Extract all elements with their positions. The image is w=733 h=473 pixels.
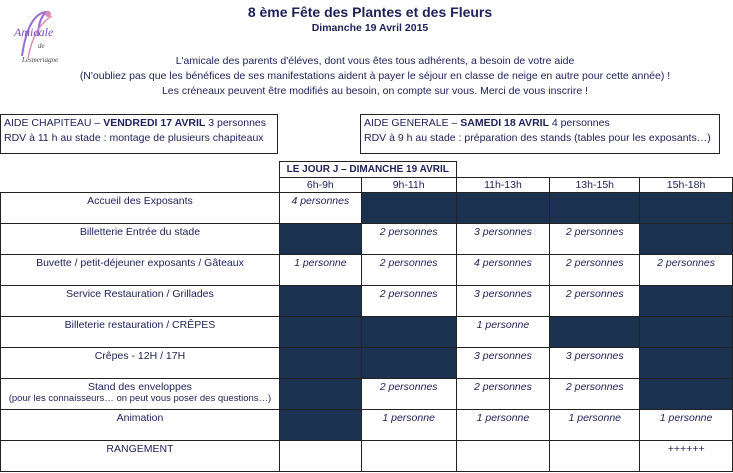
svg-text:Amicale: Amicale (14, 25, 54, 39)
schedule-row (1, 317, 733, 348)
slot-cell[interactable]: 1 personne (456, 317, 550, 348)
aide-chapiteau-box (0, 114, 278, 154)
slot-cell[interactable]: 1 personne (456, 410, 550, 441)
closed-slot-cell (361, 317, 456, 348)
slot-cell[interactable]: 2 personnes (640, 255, 733, 286)
closed-slot-cell (279, 286, 361, 317)
aide-generale-rdv: RDV à 9 h au stade : préparation des stands (tables pour les exposants…) (364, 132, 711, 144)
activity-label: Animation (1, 410, 280, 441)
slot-cell[interactable]: 2 personnes (550, 286, 640, 317)
activity-label: Crêpes - 12H / 17H (1, 348, 280, 379)
aide-chapiteau-rdv: RDV à 11 h au stade : montage de plusieurs chapiteaux (4, 132, 264, 144)
slot-cell[interactable]: 2 personnes (456, 379, 550, 410)
slot-header: 9h-11h (361, 178, 456, 193)
activity-label: Buvette / petit-déjeuner exposants / Gâteaux (1, 255, 280, 286)
jour-j-label: LE JOUR J – DIMANCHE 19 AVRIL (279, 162, 456, 178)
closed-slot-cell (640, 286, 733, 317)
slot-cell[interactable] (279, 441, 361, 472)
closed-slot-cell (640, 193, 733, 224)
slot-cell[interactable]: 2 personnes (550, 224, 640, 255)
intro-line: (N'oubliez pas que les bénéfices de ses manifestations aident à payer le séjour en classe de neige en autre pour cette année) ! (79, 70, 671, 82)
closed-slot-cell (640, 317, 733, 348)
schedule-row (1, 379, 733, 410)
slot-cell[interactable]: 2 personnes (361, 286, 456, 317)
activity-label: Billetterie Entrée du stade (1, 224, 280, 255)
slot-cell[interactable]: 2 personnes (550, 255, 640, 286)
schedule-row (1, 441, 733, 472)
activity-label: Billeterie restauration / CRÊPES (1, 317, 280, 348)
page-title: 8 ème Fête des Plantes et des Fleurs (247, 4, 493, 20)
closed-slot-cell (550, 193, 640, 224)
closed-slot-cell (279, 317, 361, 348)
closed-slot-cell (550, 317, 640, 348)
slot-cell[interactable] (456, 441, 550, 472)
slot-header: 11h-13h (456, 178, 550, 193)
schedule-row (1, 193, 733, 224)
event-date: Dimanche 19 Avril 2015 (311, 22, 429, 34)
slot-cell[interactable]: 4 personnes (279, 193, 361, 224)
schedule-row (1, 410, 733, 441)
intro-line: Les créneaux peuvent être modifiés au besoin, on compte sur vous. Merci de vous inscrire ! (161, 85, 589, 97)
slot-cell[interactable]: 2 personnes (361, 379, 456, 410)
closed-slot-cell (640, 348, 733, 379)
slot-cell[interactable]: 1 personne (640, 410, 733, 441)
schedule-body (1, 193, 733, 472)
slot-cell[interactable]: 2 personnes (361, 224, 456, 255)
slot-cell[interactable]: 1 personne (279, 255, 361, 286)
slot-cell[interactable]: 2 personnes (361, 255, 456, 286)
schedule-row (1, 224, 733, 255)
slot-cell[interactable]: 3 personnes (456, 224, 550, 255)
schedule-row (1, 348, 733, 379)
activity-label: Accueil des Exposants (1, 193, 280, 224)
aide-generale-box (360, 114, 720, 154)
slot-cell[interactable]: 4 personnes (456, 255, 550, 286)
activity-label: Service Restauration / Grillades (1, 286, 280, 317)
closed-slot-cell (361, 193, 456, 224)
svg-text:Lesmeriagne: Lesmeriagne (22, 56, 59, 64)
slot-cell[interactable]: 3 personnes (550, 348, 640, 379)
slot-header: 6h-9h (279, 178, 361, 193)
intro-text (40, 54, 710, 99)
closed-slot-cell (279, 379, 361, 410)
activity-sublabel: (pour les connaisseurs… on peut vous poser des questions…) (8, 393, 272, 404)
slot-cell[interactable]: 3 personnes (456, 286, 550, 317)
slot-cell[interactable]: ++++++ (640, 441, 733, 472)
slot-header: 15h-18h (640, 178, 733, 193)
closed-slot-cell (361, 348, 456, 379)
slot-cell[interactable]: 1 personne (550, 410, 640, 441)
closed-slot-cell (456, 193, 550, 224)
closed-slot-cell (279, 410, 361, 441)
slot-cell[interactable]: 1 personne (361, 410, 456, 441)
slot-header: 13h-15h (550, 178, 640, 193)
closed-slot-cell (640, 379, 733, 410)
schedule-row (1, 255, 733, 286)
aide-chapiteau-title: AIDE CHAPITEAU – VENDREDI 17 AVRIL 3 personnes (4, 117, 267, 129)
activity-label: RANGEMENT (1, 441, 280, 472)
slot-cell[interactable] (550, 441, 640, 472)
schedule-row (1, 286, 733, 317)
activity-label: Stand des enveloppes (pour les connaisseurs… on peut vous poser des questions…) (1, 379, 280, 410)
slot-cell[interactable] (361, 441, 456, 472)
closed-slot-cell (279, 348, 361, 379)
slot-cell[interactable]: 3 personnes (456, 348, 550, 379)
closed-slot-cell (279, 224, 361, 255)
schedule-table (0, 161, 733, 472)
closed-slot-cell (640, 224, 733, 255)
intro-line: L'amicale des parents d'éléves, dont vous êtes tous adhérents, a besoin de votre aide (175, 55, 575, 67)
aide-generale-title: AIDE GENERALE – SAMEDI 18 AVRIL 4 personnes (364, 117, 610, 129)
svg-text:de: de (38, 42, 45, 50)
slot-cell[interactable]: 2 personnes (550, 379, 640, 410)
